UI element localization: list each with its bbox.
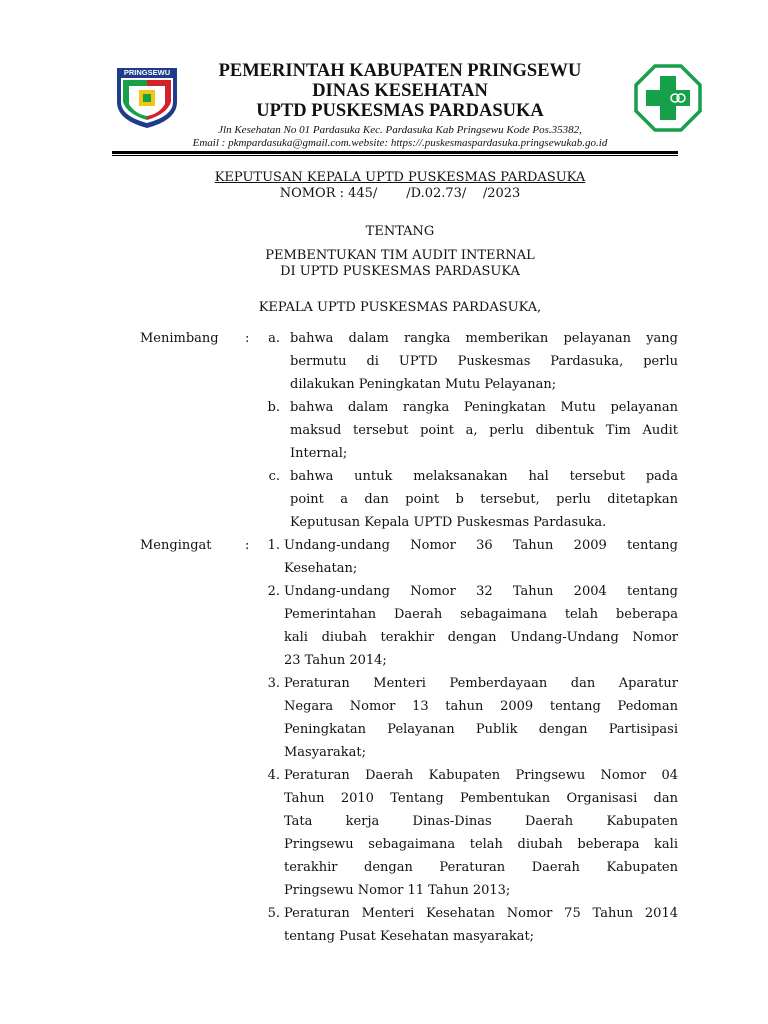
decree-official: KEPALA UPTD PUSKESMAS PARDASUKA, (258, 300, 542, 315)
mengingat-item-text-line: terakhir dengan Peraturan Daerah Kabupaten (284, 860, 678, 875)
mengingat-item-text-line: Undang-undang Nomor 36 Tahun 2009 tentang (284, 538, 678, 553)
mengingat-item-marker: 1. (267, 538, 280, 553)
decree-about: TENTANG (365, 224, 435, 239)
emblem-text: PRINGSEWU (123, 68, 171, 77)
menimbang-item-marker: b. (267, 400, 280, 415)
mengingat-item-text-line: Peraturan Menteri Kesehatan Nomor 75 Tahun 2014 (284, 906, 678, 921)
mengingat-label: Mengingat (140, 538, 212, 553)
mengingat-item-text-line: Pringsewu Nomor 11 Tahun 2013; (284, 883, 511, 898)
letterhead-contact: Email : pkmpardasuka@gmail.com.website: https://.puskesmaspardasuka.pringsewukab.go.id (192, 137, 608, 149)
menimbang-item-text-line: maksud tersebut point a, perlu dibentuk Tim Audit (290, 423, 678, 438)
mengingat-item-text-line: Masyarakat; (284, 745, 367, 760)
menimbang-label: Menimbang (140, 331, 219, 346)
mengingat-item-text-line: Pringsewu sebagaimana telah diubah beberapa kali (284, 837, 678, 852)
mengingat-item-text-line: Tahun 2010 Tentang Pembentukan Organisasi dan (284, 791, 678, 806)
mengingat-item-marker: 4. (267, 768, 280, 783)
mengingat-colon: : (245, 538, 250, 553)
mengingat-item-text-line: 23 Tahun 2014; (284, 653, 387, 668)
mengingat-item-marker: 3. (267, 676, 280, 691)
menimbang-item-marker: a. (268, 331, 280, 346)
menimbang-item-text-line: point a dan point b tersebut, perlu ditetapkan (290, 492, 678, 507)
mengingat-item-text-line: Peraturan Daerah Kabupaten Pringsewu Nomor 04 (284, 768, 678, 783)
menimbang-item-text-line: bermutu di UPTD Puskesmas Pardasuka, perlu (290, 354, 678, 369)
letterhead-address: Jln Kesehatan No 01 Pardasuka Kec. Pardasuka Kab Pringsewu Kode Pos.35382, (218, 124, 582, 136)
menimbang-colon: : (245, 331, 250, 346)
menimbang-item-text-line: bahwa dalam rangka memberikan pelayanan yang (290, 331, 678, 346)
mengingat-item-text-line: Kesehatan; (284, 561, 358, 576)
decree-number: NOMOR : 445/ /D.02.73/ /2023 (279, 186, 521, 201)
mengingat-item-text-line: tentang Pusat Kesehatan masyarakat; (284, 929, 535, 944)
mengingat-item-text-line: Tata kerja Dinas-Dinas Daerah Kabupaten (284, 814, 678, 829)
menimbang-item-marker: c. (268, 469, 280, 484)
decree-subject-line-1: PEMBENTUKAN TIM AUDIT INTERNAL (265, 248, 535, 263)
decree-subject-line-2: DI UPTD PUSKESMAS PARDASUKA (280, 264, 520, 279)
mengingat-item-text-line: Pemerintahan Daerah sebagaimana telah beberapa (284, 607, 678, 622)
mengingat-item-marker: 2. (267, 584, 280, 599)
letterhead-unit: UPTD PUSKESMAS PARDASUKA (256, 101, 544, 121)
decree-title: KEPUTUSAN KEPALA UPTD PUSKESMAS PARDASUKA (214, 170, 586, 185)
letterhead-divider (112, 151, 678, 154)
menimbang-item-text-line: bahwa untuk melaksanakan hal tersebut pada (290, 469, 678, 484)
mengingat-item-text-line: Peraturan Menteri Pemberdayaan dan Aparatur (284, 676, 678, 691)
letterhead-department: DINAS KESEHATAN (312, 81, 488, 101)
mengingat-item-text-line: Undang-undang Nomor 32 Tahun 2004 tentang (284, 584, 678, 599)
mengingat-item-marker: 5. (267, 906, 280, 921)
letterhead-divider-thin (112, 155, 678, 156)
mengingat-item-text-line: Negara Nomor 13 tahun 2009 tentang Pedoman (284, 699, 678, 714)
menimbang-item-text-line: dilakukan Peningkatan Mutu Pelayanan; (290, 377, 557, 392)
menimbang-item-text-line: bahwa dalam rangka Peningkatan Mutu pelayanan (290, 400, 678, 415)
mengingat-item-text-line: Peningkatan Pelayanan Publik dengan Partisipasi (284, 722, 678, 737)
menimbang-item-text-line: Internal; (290, 446, 348, 461)
menimbang-item-text-line: Keputusan Kepala UPTD Puskesmas Pardasuka. (290, 515, 607, 530)
mengingat-item-text-line: kali diubah terakhir dengan Undang-Undang Nomor (284, 630, 678, 645)
letterhead-government: PEMERINTAH KABUPATEN PRINGSEWU (218, 61, 582, 81)
